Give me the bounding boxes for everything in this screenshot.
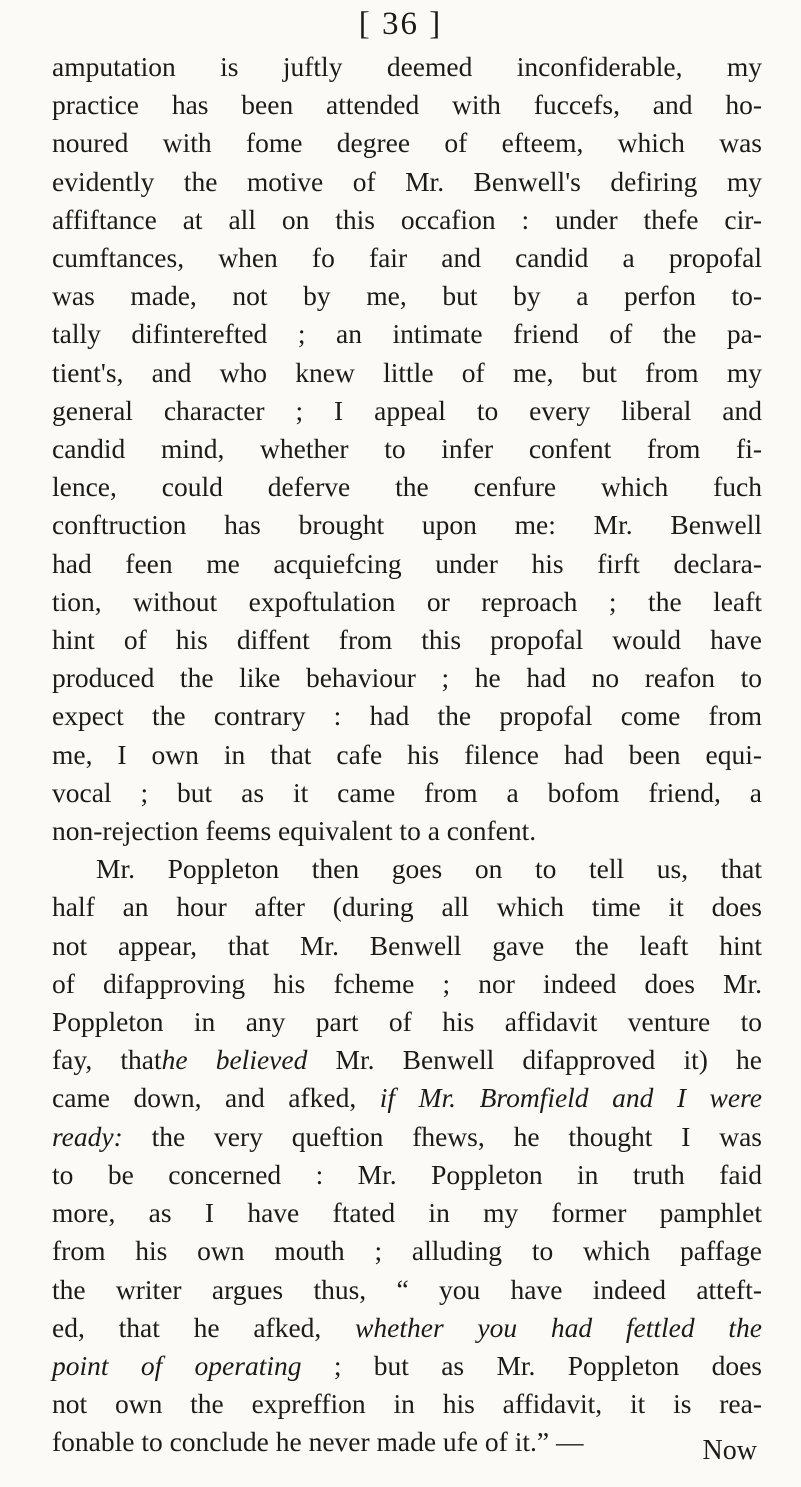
text-run: hint of his diffent from this propofal would have (52, 624, 762, 656)
italic-run: he believed (161, 1044, 308, 1076)
text-run: me, I own in that cafe his filence had been equi- (52, 738, 762, 770)
text-line (52, 1041, 762, 1079)
text-run: amputation is juftly deemed inconfiderable, my (52, 51, 762, 82)
text-line (52, 163, 762, 201)
text-run: not own the expreffion in his affidavit, it is rea- (52, 1388, 762, 1420)
text-line (52, 86, 762, 124)
text-run: to be concerned : Mr. Poppleton in truth faid (52, 1158, 762, 1190)
text-line (52, 888, 762, 926)
text-line (52, 392, 762, 430)
italic-run: if Mr. Bromfield and I were (379, 1082, 762, 1114)
text-line (52, 1156, 762, 1194)
text-line (52, 659, 762, 697)
text-line (52, 1385, 762, 1423)
text-run: ed, that he afked, (52, 1311, 356, 1343)
text-line (52, 277, 762, 315)
text-run: came down, and afked, (52, 1082, 380, 1114)
text-run: had feen me acquiefcing under his firft declara- (52, 547, 762, 579)
text-line (52, 850, 762, 888)
text-line (52, 812, 762, 850)
text-run: the writer argues thus, “ you have indeed atteft- (52, 1273, 762, 1305)
text-run: conftruction has brought upon me: Mr. Benwell (52, 509, 762, 541)
text-run: produced the like behaviour ; he had no reafon to (52, 662, 762, 694)
text-line (52, 201, 762, 239)
italic-run: ready: (52, 1120, 123, 1152)
text-line (52, 1232, 762, 1270)
text-run: affiftance at all on this occafion : under thefe cir- (52, 203, 762, 235)
text-line (52, 697, 762, 735)
text-line (52, 506, 762, 544)
text-line (52, 354, 762, 392)
text-run: Poppleton in any part of his affidavit venture to (52, 1006, 762, 1038)
text-line (52, 1194, 762, 1232)
text-run: general character ; I appeal to every liberal and (52, 394, 762, 426)
text-line (52, 774, 762, 812)
text-line (52, 1423, 762, 1461)
text-run: vocal ; but as it came from a bofom friend, a (52, 776, 762, 808)
text-run: fay, that (52, 1044, 162, 1076)
text-line (52, 1309, 762, 1347)
text-run: the very queftion fhews, he thought I was (122, 1120, 762, 1152)
text-run: more, as I have ftated in my former pamphlet (52, 1197, 762, 1229)
text-line (52, 1079, 762, 1117)
text-line (52, 583, 762, 621)
text-line (52, 124, 762, 162)
text-line (52, 315, 762, 353)
text-line (52, 545, 762, 583)
italic-run: whether you had fettled the (355, 1311, 762, 1343)
text-run: of difapproving his fcheme ; nor indeed does Mr. (52, 967, 762, 999)
text-line (52, 1347, 762, 1385)
text-line (52, 736, 762, 774)
text-line (52, 48, 762, 86)
text-run: evidently the motive of Mr. Benwell's defiring my (52, 165, 762, 197)
text-line (52, 621, 762, 659)
text-line (52, 1271, 762, 1309)
text-run: was made, not by me, but by a perfon to- (52, 280, 762, 312)
text-line (52, 1118, 762, 1156)
catchword: Now (702, 1435, 757, 1466)
text-run: ; but as Mr. Poppleton does (301, 1349, 762, 1381)
text-line (52, 927, 762, 965)
text-line (52, 430, 762, 468)
text-run: lence, could deferve the cenfure which fuch (52, 471, 762, 503)
text-line (52, 468, 762, 506)
text-run: not appear, that Mr. Benwell gave the leaft hint (52, 929, 762, 961)
text-line (52, 1003, 762, 1041)
text-run: from his own mouth ; alluding to which paffage (52, 1235, 762, 1267)
text-line (52, 239, 762, 277)
text-run: tally difinterefted ; an intimate friend of the pa- (52, 318, 762, 350)
text-run: practice has been attended with fuccefs, and ho- (52, 89, 762, 121)
text-run: Mr. Benwell difapproved it) he (307, 1044, 762, 1076)
italic-run: point of operating (52, 1349, 302, 1381)
page-number: [ 36 ] (358, 6, 443, 42)
text-run: expect the contrary : had the propofal come from (52, 700, 762, 732)
text-run: noured with fome degree of efteem, which was (52, 127, 762, 159)
text-run: tion, without expoftulation or reproach ; the leaft (52, 585, 762, 617)
text-run: cumftances, when fo fair and candid a propofal (52, 242, 762, 274)
text-run: candid mind, whether to infer confent from fi- (52, 433, 762, 465)
body-text (52, 48, 762, 1462)
text-run: non-rejection feems equivalent to a confent. (52, 815, 537, 847)
text-line (52, 965, 762, 1003)
text-run: half an hour after (during all which time it does (52, 891, 762, 923)
text-run: fonable to conclude he never made ufe of it.” — (52, 1426, 584, 1458)
text-run: Mr. Poppleton then goes on to tell us, that (96, 853, 762, 885)
text-run: tient's, and who knew little of me, but from my (52, 356, 762, 388)
